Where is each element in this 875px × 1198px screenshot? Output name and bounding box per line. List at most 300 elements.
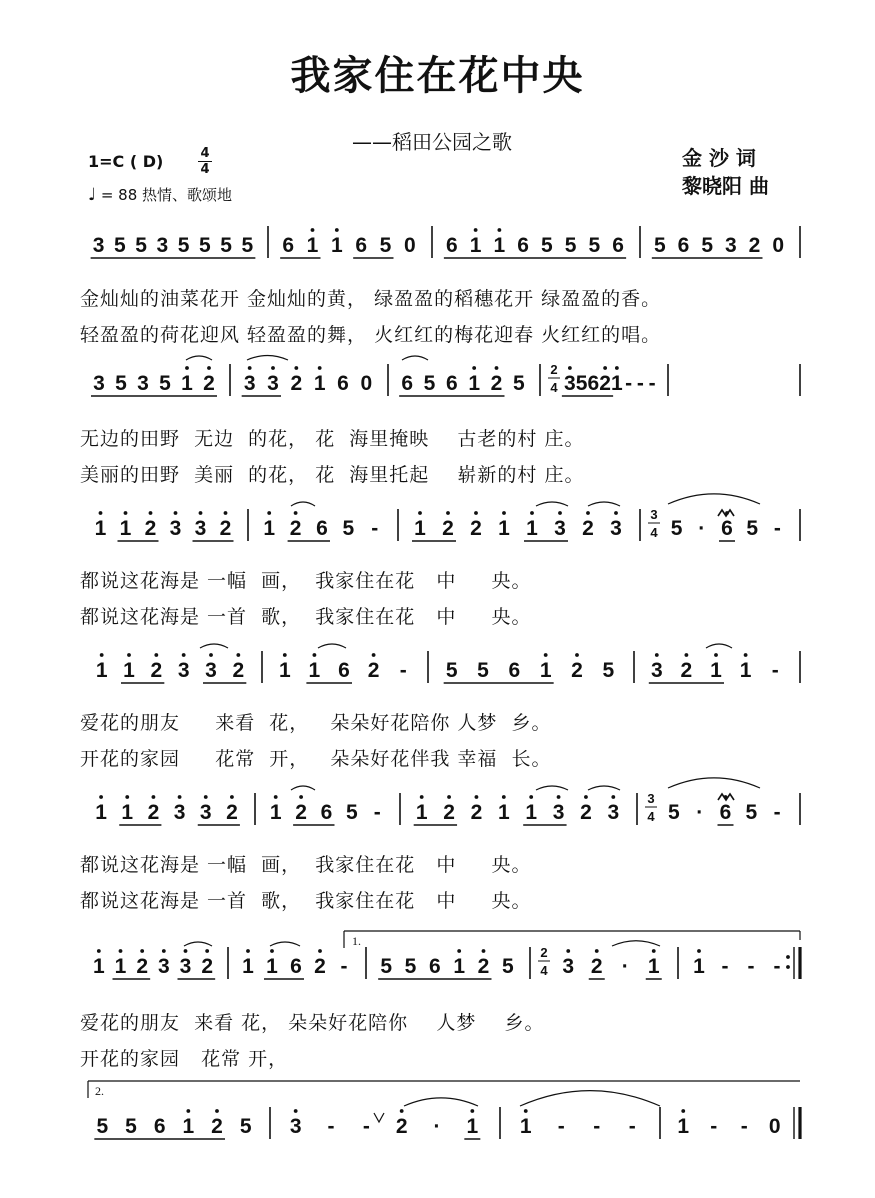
repeat-dot bbox=[786, 965, 790, 969]
note: 1 bbox=[519, 1115, 532, 1138]
dot-extension: · bbox=[621, 955, 629, 978]
note: 5 bbox=[115, 372, 127, 395]
high-octave-dot bbox=[294, 1109, 298, 1113]
high-octave-dot bbox=[400, 1109, 404, 1113]
high-octave-dot bbox=[470, 1109, 474, 1113]
note: 2 bbox=[571, 659, 583, 682]
note: 3 bbox=[157, 955, 170, 978]
note: 5 bbox=[575, 372, 588, 395]
high-octave-dot bbox=[611, 795, 615, 799]
high-octave-dot bbox=[283, 653, 287, 657]
volta-first-label: 1. bbox=[352, 934, 361, 948]
meter-change-top: 3 bbox=[647, 791, 655, 806]
note: 2 bbox=[203, 372, 215, 395]
note: 2 bbox=[136, 955, 149, 978]
note: 6 bbox=[587, 372, 600, 395]
high-octave-dot bbox=[125, 795, 129, 799]
lyric-line: 都说这花海是 一幅 画， 我家住在花 中 央。 bbox=[80, 854, 532, 876]
note: 3 bbox=[554, 517, 566, 540]
high-octave-dot bbox=[149, 511, 153, 515]
high-octave-dot bbox=[681, 1109, 685, 1113]
dash-note: - bbox=[628, 1115, 636, 1138]
note: 3 bbox=[156, 234, 169, 257]
high-octave-dot bbox=[474, 511, 478, 515]
note: 3 bbox=[562, 955, 575, 978]
slur-arc bbox=[668, 778, 760, 788]
meter-change-bottom: 4 bbox=[647, 809, 655, 824]
high-octave-dot bbox=[162, 949, 166, 953]
high-octave-dot bbox=[595, 949, 599, 953]
note: 2 bbox=[477, 955, 490, 978]
note: 5 bbox=[135, 234, 147, 257]
high-octave-dot bbox=[318, 366, 322, 370]
note: 5 bbox=[199, 234, 211, 257]
note: 1 bbox=[308, 659, 321, 682]
dash-note: - bbox=[327, 1115, 335, 1138]
high-octave-dot bbox=[529, 795, 533, 799]
note: 1 bbox=[466, 1115, 479, 1138]
lyric-line: 爱花的朋友 来看 花， 朵朵好花陪你 人梦 乡。 bbox=[80, 1012, 545, 1034]
slur-arc bbox=[291, 502, 315, 506]
slur-arc bbox=[404, 1098, 478, 1106]
high-octave-dot bbox=[586, 511, 590, 515]
dash-note: - bbox=[371, 517, 379, 540]
note: 3 bbox=[169, 517, 182, 540]
high-octave-dot bbox=[152, 795, 156, 799]
note: 1 bbox=[95, 801, 107, 824]
note: 5 bbox=[588, 234, 601, 257]
note: 6 bbox=[721, 517, 733, 540]
breath-mark-icon bbox=[374, 1113, 384, 1122]
note: 5 bbox=[745, 801, 758, 824]
note: 1 bbox=[313, 372, 326, 395]
high-octave-dot bbox=[270, 949, 274, 953]
note: 5 bbox=[541, 234, 553, 257]
note: 6 bbox=[446, 234, 458, 257]
high-octave-dot bbox=[205, 949, 209, 953]
high-octave-dot bbox=[584, 795, 588, 799]
note: 0 bbox=[403, 234, 416, 257]
note: 6 bbox=[612, 234, 624, 257]
high-octave-dot bbox=[246, 949, 250, 953]
slur-arc bbox=[536, 786, 568, 790]
high-octave-dot bbox=[140, 949, 144, 953]
note: 3 bbox=[267, 372, 279, 395]
note: 6 bbox=[445, 372, 458, 395]
high-octave-dot bbox=[603, 366, 607, 370]
note: 5 bbox=[114, 234, 126, 257]
note: 5 bbox=[564, 234, 577, 257]
high-octave-dot bbox=[184, 949, 188, 953]
high-octave-dot bbox=[311, 228, 315, 232]
note: 2 bbox=[290, 372, 303, 395]
note: 2 bbox=[582, 517, 594, 540]
note: 1 bbox=[677, 1115, 690, 1138]
note: 5 bbox=[379, 234, 392, 257]
slur-arc bbox=[520, 1091, 660, 1106]
note: 5 bbox=[342, 517, 355, 540]
high-octave-dot bbox=[558, 511, 562, 515]
high-octave-dot bbox=[472, 366, 476, 370]
high-octave-dot bbox=[209, 653, 213, 657]
note: 3 bbox=[177, 659, 190, 682]
note: 2 bbox=[470, 801, 483, 824]
note: 1 bbox=[710, 659, 722, 682]
slur-arc bbox=[668, 494, 760, 504]
lyric-line: 都说这花海是 一幅 画， 我家住在花 中 央。 bbox=[80, 570, 532, 592]
dash-note: - bbox=[399, 659, 407, 682]
meter-change-bottom: 4 bbox=[650, 525, 658, 540]
high-octave-dot bbox=[174, 511, 178, 515]
high-octave-dot bbox=[224, 511, 228, 515]
note: 3 bbox=[610, 517, 622, 540]
tempo-text: = 88 热情、歌颂地 bbox=[100, 186, 233, 204]
note: 2 bbox=[201, 955, 214, 978]
high-octave-dot bbox=[568, 366, 572, 370]
high-octave-dot bbox=[230, 795, 234, 799]
volta-second-label: 2. bbox=[95, 1084, 104, 1098]
high-octave-dot bbox=[685, 653, 689, 657]
high-octave-dot bbox=[372, 653, 376, 657]
note: 2 bbox=[442, 517, 454, 540]
note: 5 bbox=[239, 1115, 252, 1138]
high-octave-dot bbox=[318, 949, 322, 953]
high-octave-dot bbox=[313, 653, 317, 657]
note: 1 bbox=[92, 955, 105, 978]
time-signature-bottom: 4 bbox=[198, 161, 212, 177]
note: 5 bbox=[220, 234, 232, 257]
note: 3 bbox=[92, 234, 105, 257]
note: 3 bbox=[199, 801, 212, 824]
meter-change-bottom: 4 bbox=[540, 963, 548, 978]
note: 1 bbox=[269, 801, 282, 824]
dash-note: - bbox=[773, 955, 781, 978]
high-octave-dot bbox=[127, 653, 131, 657]
note: 0 bbox=[768, 1115, 781, 1138]
dash-note: - bbox=[740, 1115, 748, 1138]
note: 5 bbox=[602, 659, 615, 682]
note: 2 bbox=[289, 517, 302, 540]
high-octave-dot bbox=[100, 653, 104, 657]
high-octave-dot bbox=[248, 366, 252, 370]
note: 6 bbox=[719, 801, 732, 824]
high-octave-dot bbox=[557, 795, 561, 799]
slur-arc bbox=[402, 356, 428, 360]
high-octave-dot bbox=[420, 795, 424, 799]
slur-arc bbox=[291, 786, 315, 790]
slur-arc bbox=[588, 502, 620, 506]
composer-credit: 黎晓阳 曲 bbox=[682, 174, 769, 198]
high-octave-dot bbox=[418, 511, 422, 515]
note: 1 bbox=[123, 659, 135, 682]
note: 6 bbox=[355, 234, 368, 257]
note: 5 bbox=[125, 1115, 137, 1138]
note: 1 bbox=[181, 372, 193, 395]
note: 2 bbox=[395, 1115, 408, 1138]
note: 1 bbox=[468, 372, 481, 395]
high-octave-dot bbox=[97, 949, 101, 953]
note: 2 bbox=[295, 801, 307, 824]
note: 2 bbox=[144, 517, 157, 540]
high-octave-dot bbox=[524, 1109, 528, 1113]
high-octave-dot bbox=[236, 653, 240, 657]
lyric-line: 开花的家园 花常 开， 朵朵好花伴我 幸福 长。 bbox=[80, 748, 552, 770]
slur-arc bbox=[270, 942, 300, 946]
repeat-dot bbox=[786, 955, 790, 959]
note: 2 bbox=[443, 801, 455, 824]
note: 2 bbox=[470, 517, 482, 540]
note: 5 bbox=[159, 372, 171, 395]
note: 1 bbox=[525, 801, 538, 824]
note: 3 bbox=[243, 372, 256, 395]
lyric-line: 美丽的田野 美丽 的花， 花 海里托起 崭新的村 庄。 bbox=[80, 464, 585, 486]
slur-arc bbox=[184, 942, 212, 946]
note: 1 bbox=[526, 517, 538, 540]
high-octave-dot bbox=[474, 228, 478, 232]
note: 3 bbox=[607, 801, 620, 824]
note: 1 bbox=[469, 234, 482, 257]
high-octave-dot bbox=[615, 366, 619, 370]
high-octave-dot bbox=[271, 366, 275, 370]
note: 5 bbox=[746, 517, 759, 540]
high-octave-dot bbox=[294, 366, 298, 370]
note: 5 bbox=[445, 659, 458, 682]
meter-change-top: 2 bbox=[550, 362, 558, 377]
note: 1 bbox=[119, 517, 132, 540]
high-octave-dot bbox=[575, 653, 579, 657]
note: 3 bbox=[552, 801, 565, 824]
note: 1 bbox=[278, 659, 291, 682]
note: 5 bbox=[501, 955, 514, 978]
note: 5 bbox=[653, 234, 666, 257]
note: 2 bbox=[226, 801, 238, 824]
note: 5 bbox=[477, 659, 489, 682]
note: 3 bbox=[724, 234, 737, 257]
note: 3 bbox=[173, 801, 186, 824]
note: 3 bbox=[194, 517, 207, 540]
high-octave-dot bbox=[124, 511, 128, 515]
note: 5 bbox=[670, 517, 683, 540]
note: 1 bbox=[95, 659, 108, 682]
note: 1 bbox=[94, 517, 107, 540]
note: 6 bbox=[677, 234, 690, 257]
lyricist-credit: 金 沙 词 bbox=[682, 146, 756, 170]
high-octave-dot bbox=[744, 653, 748, 657]
note: 0 bbox=[772, 234, 785, 257]
high-octave-dot bbox=[299, 795, 303, 799]
slur-arc bbox=[706, 644, 732, 648]
note: 3 bbox=[650, 659, 663, 682]
high-octave-dot bbox=[186, 1109, 190, 1113]
lyric-line: 爱花的朋友 来看 花， 朵朵好花陪你 人梦 乡。 bbox=[80, 712, 552, 734]
song-subtitle: ——稻田公园之歌 bbox=[352, 130, 512, 154]
note: 6 bbox=[316, 517, 328, 540]
dot-extension: · bbox=[696, 801, 704, 824]
note: 3 bbox=[289, 1115, 302, 1138]
dash-note: - bbox=[773, 801, 781, 824]
high-octave-dot bbox=[199, 511, 203, 515]
high-octave-dot bbox=[652, 949, 656, 953]
dash-note: - bbox=[340, 955, 348, 978]
note: 1 bbox=[330, 234, 343, 257]
dash-note: - bbox=[373, 801, 381, 824]
high-octave-dot bbox=[446, 511, 450, 515]
high-octave-dot bbox=[99, 795, 103, 799]
high-octave-dot bbox=[697, 949, 701, 953]
high-octave-dot bbox=[475, 795, 479, 799]
note: 2 bbox=[748, 234, 761, 257]
note: 1 bbox=[497, 801, 510, 824]
note: 6 bbox=[320, 801, 333, 824]
high-octave-dot bbox=[99, 511, 103, 515]
note: 2 bbox=[367, 659, 380, 682]
note: 3 bbox=[564, 372, 576, 395]
high-octave-dot bbox=[447, 795, 451, 799]
dash-note: - bbox=[636, 372, 644, 395]
time-signature-top: 4 bbox=[200, 146, 210, 161]
note: 2 bbox=[580, 801, 592, 824]
slur-arc bbox=[200, 644, 228, 648]
note: 5 bbox=[668, 801, 680, 824]
high-octave-dot bbox=[714, 653, 718, 657]
note: 1 bbox=[182, 1115, 195, 1138]
dash-note: - bbox=[362, 1115, 370, 1138]
note: 1 bbox=[693, 955, 705, 978]
note: 2 bbox=[490, 372, 503, 395]
meter-change-bottom: 4 bbox=[550, 380, 558, 395]
high-octave-dot bbox=[495, 366, 499, 370]
note: 6 bbox=[290, 955, 302, 978]
note: 6 bbox=[401, 372, 414, 395]
song-title: 我家住在花中央 bbox=[290, 53, 585, 99]
note: 5 bbox=[404, 955, 417, 978]
note: 1 bbox=[539, 659, 552, 682]
note: 3 bbox=[179, 955, 192, 978]
high-octave-dot bbox=[294, 511, 298, 515]
note: 6 bbox=[517, 234, 529, 257]
dash-note: - bbox=[710, 1115, 718, 1138]
dash-note: - bbox=[721, 955, 729, 978]
high-octave-dot bbox=[502, 795, 506, 799]
high-octave-dot bbox=[566, 949, 570, 953]
high-octave-dot bbox=[502, 511, 506, 515]
note: 2 bbox=[150, 659, 163, 682]
note: 2 bbox=[680, 659, 693, 682]
high-octave-dot bbox=[154, 653, 158, 657]
note: 1 bbox=[493, 234, 506, 257]
slur-arc bbox=[247, 355, 288, 360]
dash-note: - bbox=[625, 372, 633, 395]
note: 0 bbox=[360, 372, 373, 395]
high-octave-dot bbox=[182, 653, 186, 657]
note: 2 bbox=[211, 1115, 223, 1138]
note: 5 bbox=[241, 234, 254, 257]
slur-arc bbox=[536, 502, 568, 506]
lyric-line: 无边的田野 无边 的花， 花 海里掩映 古老的村 庄。 bbox=[80, 428, 585, 450]
dot-extension: · bbox=[433, 1115, 441, 1138]
meter-change-top: 2 bbox=[540, 945, 548, 960]
note: 1 bbox=[306, 234, 319, 257]
high-octave-dot bbox=[497, 228, 501, 232]
lyric-line: 开花的家园 花常 开， bbox=[80, 1048, 289, 1070]
note: 2 bbox=[147, 801, 160, 824]
note: 2 bbox=[232, 659, 245, 682]
high-octave-dot bbox=[530, 511, 534, 515]
note: 1 bbox=[242, 955, 254, 978]
note: 5 bbox=[423, 372, 436, 395]
note: 6 bbox=[428, 955, 441, 978]
high-octave-dot bbox=[215, 1109, 219, 1113]
note: 2 bbox=[314, 955, 326, 978]
dash-note: - bbox=[771, 659, 779, 682]
high-octave-dot bbox=[335, 228, 339, 232]
high-octave-dot bbox=[482, 949, 486, 953]
dot-extension: · bbox=[698, 517, 706, 540]
note: 3 bbox=[93, 372, 105, 395]
lyric-line: 都说这花海是 一首 歌， 我家住在花 中 央。 bbox=[80, 890, 532, 912]
note: 1 bbox=[611, 372, 623, 395]
slur-arc bbox=[318, 644, 346, 648]
note: 3 bbox=[205, 659, 217, 682]
note: 1 bbox=[498, 517, 510, 540]
high-octave-dot bbox=[204, 795, 208, 799]
note: 1 bbox=[739, 659, 752, 682]
note: 6 bbox=[508, 659, 521, 682]
note: 1 bbox=[114, 955, 127, 978]
high-octave-dot bbox=[267, 511, 271, 515]
high-octave-dot bbox=[178, 795, 182, 799]
meter-change-top: 3 bbox=[650, 507, 658, 522]
note: 2 bbox=[590, 955, 603, 978]
lyric-line: 轻盈盈的荷花迎风 轻盈盈的舞， 火红红的梅花迎春 火红红的唱。 bbox=[80, 324, 662, 346]
dash-note: - bbox=[557, 1115, 565, 1138]
note: 1 bbox=[415, 801, 428, 824]
note: 1 bbox=[647, 955, 660, 978]
slur-arc bbox=[186, 356, 212, 360]
note: 6 bbox=[338, 659, 350, 682]
note: 5 bbox=[380, 955, 393, 978]
note: 1 bbox=[121, 801, 134, 824]
note: 6 bbox=[282, 234, 295, 257]
lyric-line: 金灿灿的油菜花开 金灿灿的黄， 绿盈盈的稻穗花开 绿盈盈的香。 bbox=[80, 288, 662, 310]
high-octave-dot bbox=[544, 653, 548, 657]
high-octave-dot bbox=[655, 653, 659, 657]
high-octave-dot bbox=[274, 795, 278, 799]
high-octave-dot bbox=[614, 511, 618, 515]
note: 1 bbox=[263, 517, 276, 540]
dash-note: - bbox=[648, 372, 656, 395]
dash-note: - bbox=[593, 1115, 601, 1138]
note: 5 bbox=[346, 801, 358, 824]
high-octave-dot bbox=[457, 949, 461, 953]
note: 5 bbox=[96, 1115, 109, 1138]
note: 1 bbox=[453, 955, 466, 978]
note: 5 bbox=[177, 234, 190, 257]
note: 2 bbox=[219, 517, 232, 540]
dash-note: - bbox=[747, 955, 755, 978]
note: 6 bbox=[153, 1115, 166, 1138]
note: 1 bbox=[414, 517, 426, 540]
slur-arc bbox=[612, 941, 660, 946]
key-signature: 1=C ( D) bbox=[88, 152, 164, 171]
slur-arc bbox=[588, 786, 620, 790]
high-octave-dot bbox=[119, 949, 123, 953]
note: 5 bbox=[701, 234, 714, 257]
dash-note: - bbox=[773, 517, 781, 540]
high-octave-dot bbox=[207, 366, 211, 370]
note: 1 bbox=[266, 955, 278, 978]
note: 6 bbox=[337, 372, 349, 395]
